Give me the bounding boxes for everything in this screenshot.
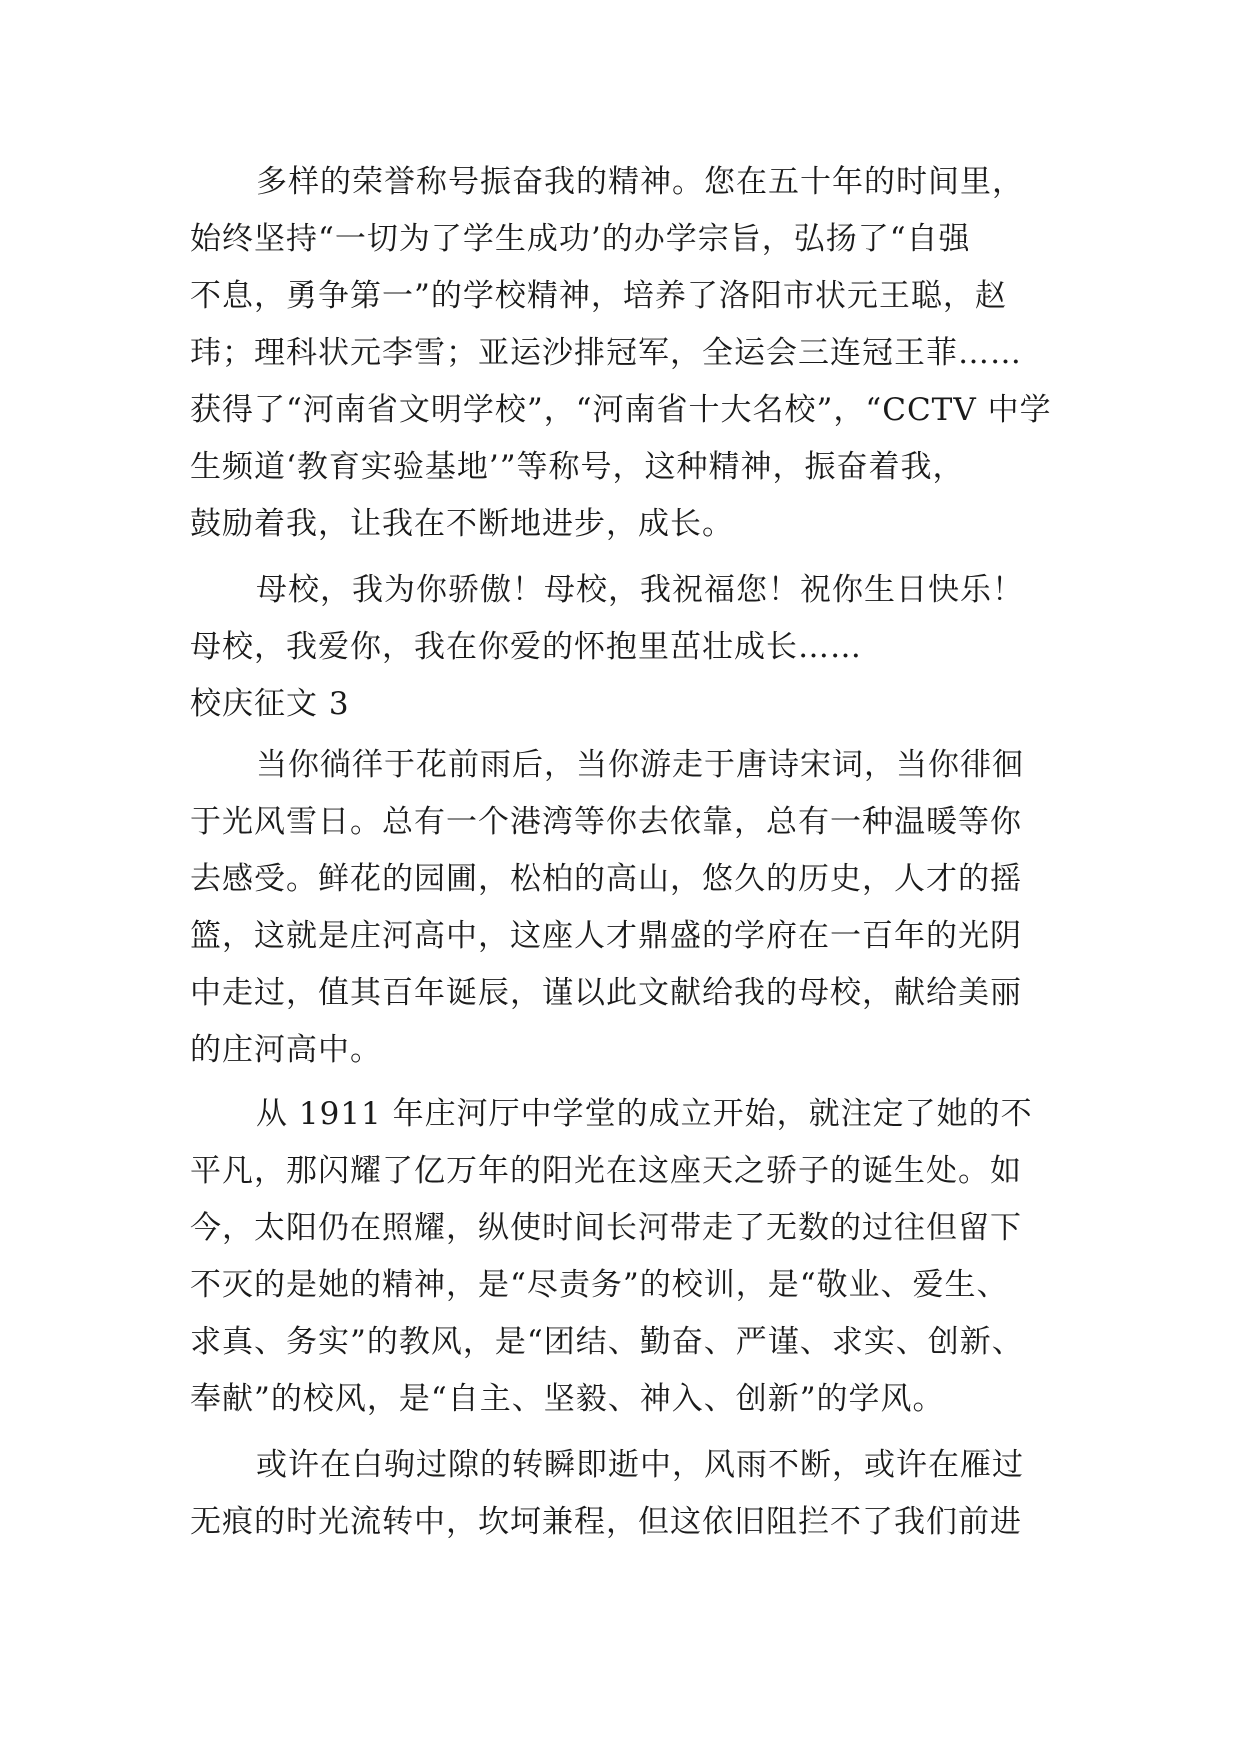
text-line: 无痕的时光流转中，坎坷兼程，但这依旧阻拦不了我们前进 — [190, 1504, 1022, 1540]
text-line: 不息，勇争第一”的学校精神，培养了洛阳市状元王聪，赵 — [190, 278, 1007, 314]
text-line: 玮；理科状元李雪；亚运沙排冠军，全运会三连冠王菲…… — [190, 335, 1022, 371]
text-line: 多样的荣誉称号振奋我的精神。您在五十年的时间里， — [256, 164, 1024, 200]
section-title: 校庆征文 3 — [190, 686, 350, 722]
text-line: 母校，我爱你，我在你爱的怀抱里茁壮成长…… — [190, 629, 862, 665]
text-line: 当你徜徉于花前雨后，当你游走于唐诗宋词，当你徘徊 — [256, 747, 1024, 783]
text-line: 求真、务实”的教风，是“团结、勤奋、严谨、求实、创新、 — [190, 1324, 1024, 1360]
text-line: 鼓励着我，让我在不断地进步，成长。 — [190, 506, 734, 542]
text-line: 于光风雪日。总有一个港湾等你去依靠，总有一种温暖等你 — [190, 804, 1022, 840]
text-line: 从 1911 年庄河厅中学堂的成立开始，就注定了她的不 — [256, 1096, 1033, 1132]
text-line: 篮，这就是庄河高中，这座人才鼎盛的学府在一百年的光阴 — [190, 918, 1022, 954]
text-line: 的庄河高中。 — [190, 1032, 382, 1068]
text-line: 平凡，那闪耀了亿万年的阳光在这座天之骄子的诞生处。如 — [190, 1153, 1022, 1189]
text-line: 今，太阳仍在照耀，纵使时间长河带走了无数的过往但留下 — [190, 1210, 1022, 1246]
text-line: 或许在白驹过隙的转瞬即逝中，风雨不断，或许在雁过 — [256, 1447, 1024, 1483]
text-line: 不灭的是她的精神，是“尽责务”的校训，是“敬业、爱生、 — [190, 1267, 1009, 1303]
text-line: 奉献”的校风，是“自主、坚毅、神入、创新”的学风。 — [190, 1381, 945, 1417]
text-line: 去感受。鲜花的园圃，松柏的高山，悠久的历史，人才的摇 — [190, 861, 1022, 897]
text-line: 中走过，值其百年诞辰，谨以此文献给我的母校，献给美丽 — [190, 975, 1022, 1011]
text-line: 始终坚持“一切为了学生成功’的办学宗旨，弘扬了“自强 — [190, 221, 971, 257]
text-line: 获得了“河南省文明学校”，“河南省十大名校”，“CCTV 中学 — [190, 392, 1052, 428]
text-line: 母校，我为你骄傲！母校，我祝福您！祝你生日快乐！ — [256, 572, 1024, 608]
text-line: 生频道‘教育实验基地’”等称号，这种精神，振奋着我， — [190, 449, 965, 485]
